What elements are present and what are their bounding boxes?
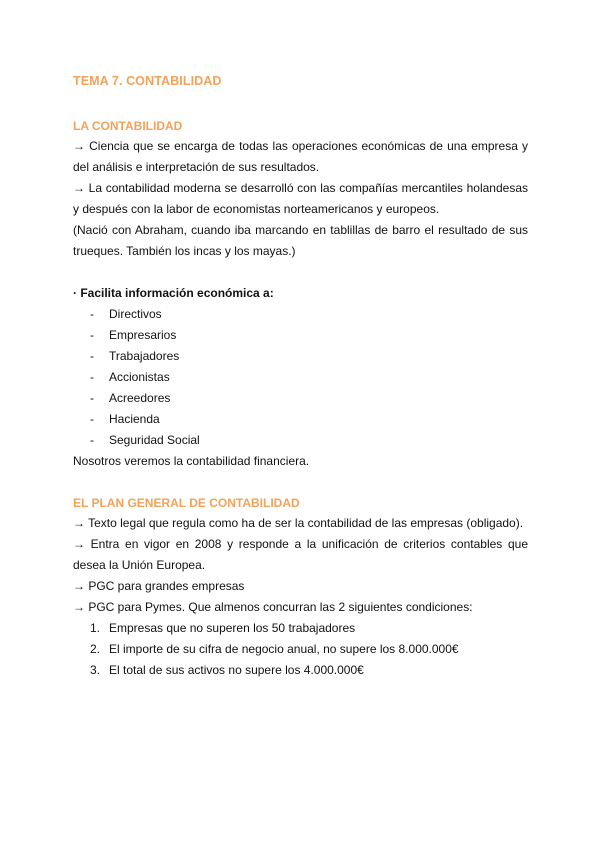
dash-marker: - — [90, 328, 94, 342]
dash-marker: - — [90, 370, 94, 384]
section-heading-plan-general: EL PLAN GENERAL DE CONTABILIDAD — [73, 496, 300, 510]
paragraph-closing: Nosotros veremos la contabilidad financiera. — [73, 454, 310, 468]
paragraph-definition: → Ciencia que se encarga de todas las operaciones económicas de una empresa y del análisis e interpretación de sus resultados. — [73, 139, 528, 174]
dash-marker: - — [90, 391, 94, 405]
document-content — [73, 72, 528, 681]
paragraph-origin: (Nació con Abraham, cuando iba marcando en tablillas de barro el resultado de sus trueques. También los incas y los mayas.) — [73, 223, 528, 258]
list-item: - Directivos — [73, 304, 528, 325]
list-item: - Empresarios — [73, 325, 528, 346]
list-item: - Hacienda — [73, 409, 528, 430]
list-item: 3. El total de sus activos no supere los 4.000.000€ — [90, 663, 364, 677]
dash-marker: - — [90, 307, 94, 321]
paragraph-pgc-grandes: → PGC para grandes empresas — [73, 579, 245, 593]
paragraph-pgc-pymes: → PGC para Pymes. Que almenos concurran las 2 siguientes condiciones: — [73, 600, 473, 614]
list-item: - Accionistas — [73, 367, 528, 388]
conditions-list — [73, 618, 528, 681]
list-item: 2. El importe de su cifra de negocio anual, no supere los 8.000.000€ — [90, 642, 459, 656]
dash-marker: - — [90, 412, 94, 426]
list-item: - Acreedores — [73, 388, 528, 409]
paragraph-vigor: → Entra en vigor en 2008 y responde a la unificación de criterios contables que desea la Unión Europea. — [73, 537, 528, 572]
subheading-facilita: · Facilita información económica a: — [73, 286, 274, 300]
paragraph-history: → La contabilidad moderna se desarrolló con las compañías mercantiles holandesas y después con la labor de economistas norteamericanos y europeos. — [73, 181, 528, 216]
recipients-list — [73, 304, 528, 451]
paragraph-legal-text: → Texto legal que regula como ha de ser la contabilidad de las empresas (obligado). — [73, 516, 524, 530]
list-item: 1. Empresas que no superen los 50 trabajadores — [90, 621, 356, 635]
list-item: - Seguridad Social — [73, 430, 528, 451]
dash-marker: - — [90, 349, 94, 363]
dash-marker: - — [90, 433, 94, 447]
list-item: - Trabajadores — [73, 346, 528, 367]
section-heading-contabilidad: LA CONTABILIDAD — [73, 119, 183, 133]
page-title: TEMA 7. CONTABILIDAD — [73, 74, 222, 88]
